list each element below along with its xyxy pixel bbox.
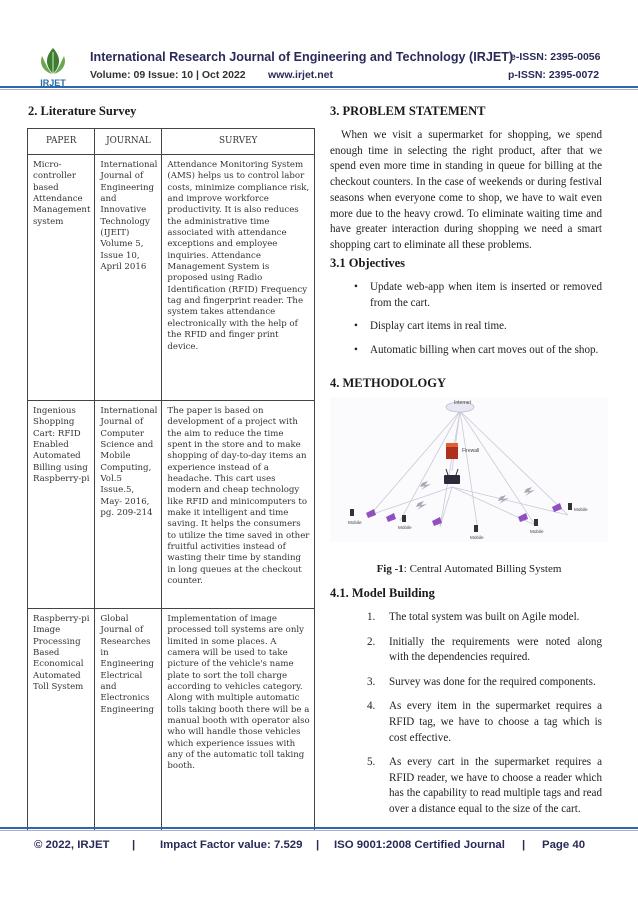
list-item: 5. As every cart in the supermarket requires a RFID reader, we have to choose a reader which has the capability to read multiple tags and read over a distance equal to the size of the cart. [367, 756, 602, 815]
list-item: 4. As every item in the supermarket requires a RFID tag, we have to choose a tag which is cost effective. [367, 700, 602, 744]
col-header-paper: PAPER [28, 129, 95, 155]
list-item: • Automatic billing when cart moves out of the shop. [332, 343, 602, 359]
table-row [28, 401, 315, 609]
footer-copyright: © 2022, IRJET [34, 839, 110, 851]
literature-heading: 2. Literature Survey [28, 104, 137, 118]
footer-separator: | [132, 839, 136, 851]
footer-impact-factor: Impact Factor value: 7.529 [160, 839, 303, 851]
footer-separator: | [316, 839, 320, 851]
table-row [28, 609, 315, 831]
firewall-label: Firewall [462, 448, 480, 454]
internet-label: Internet [454, 400, 471, 406]
objectives-heading: 3.1 Objectives [330, 256, 405, 270]
list-item: 3. Survey was done for the required components. [367, 675, 596, 688]
footer-separator: | [522, 839, 526, 851]
problem-heading: 3. PROBLEM STATEMENT [330, 104, 486, 118]
footer-iso: ISO 9001:2008 Certified Journal [334, 839, 505, 851]
col-header-journal: JOURNAL [95, 129, 162, 155]
cell-survey: Implementation of image processed toll systems are only limited in some places. A camera will be used to take picture of the vehicle's name plate to sort the toll charge according to vehicles category. Along with multiple automatic tolls taking booth there will be a manual booth with operator also who will handle those vehicles which experience issues with any of the automatic toll taking booth. [162, 609, 315, 831]
e-issn: e-ISSN: 2395-0056 [510, 51, 601, 63]
header-rule [0, 86, 638, 88]
cell-paper: Ingenious Shopping Cart: RFID Enabled Automated Billing using Raspberry-pi [28, 401, 95, 609]
list-item: • Update web-app when item is inserted or removed from the cart. [354, 281, 602, 309]
cell-survey: The paper is based on development of a project with the aim to reduce the time spent in the store and to make shopping of day-to-day items an experience instead of a headache. This cart uses modern and cheap technology like RFID and minicomputers to make it intelligent and time saving. It helps the consumers to utilize the time saved in other fruitful activities instead of wasting their time by standing in long queues at the checkout counter. [162, 401, 315, 609]
cell-survey: Attendance Monitoring System (AMS) helps us to control labor costs, minimize compliance risk, and improve workforce productivity. It is also reduces the administrative time associated with attendance exceptions and employee inquiries. Attendance Management System is proposed using Radio Identification (RFID) Frequency tag and fingerprint reader. The system takes attendance electronically with the help of the RFID and finger print device. [162, 155, 315, 401]
website-link[interactable]: www.irjet.net [268, 69, 333, 81]
methodology-heading: 4. METHODOLOGY [330, 376, 446, 390]
literature-table [27, 128, 315, 831]
bullet-icon: • [354, 320, 358, 333]
bullet-icon: • [354, 281, 358, 293]
logo-text: IRJET [40, 78, 66, 88]
list-item: • Display cart items in real time. [332, 319, 602, 335]
footer-rule-thin [0, 830, 638, 831]
cell-journal: International Journal of Engineering and Innovative Technology (IJEIT) Volume 5, Issue 10, April 2016 [95, 155, 162, 401]
header-rule-thin [0, 89, 638, 90]
journal-title: International Research Journal of Engineering and Technology (IRJET) [90, 50, 514, 64]
list-item: 1. The total system was built on Agile model. [367, 611, 580, 623]
bullet-icon: • [354, 343, 358, 356]
footer-page-number: Page 40 [542, 839, 586, 851]
cell-paper: Micro-controller based Attendance Management system [28, 155, 95, 401]
figure-number: Fig -1 [376, 563, 404, 575]
table-header-row [28, 129, 315, 155]
footer-rule [0, 827, 638, 829]
mobile-label: Mobile [348, 520, 362, 525]
figure-caption [330, 563, 608, 575]
col-header-survey: SURVEY [162, 129, 315, 155]
mobile-label: Mobile [470, 535, 484, 540]
volume-info: Volume: 09 Issue: 10 | Oct 2022 [90, 69, 246, 81]
objectives-list [332, 280, 602, 358]
mobile-label: Mobile [574, 507, 588, 512]
p-issn: p-ISSN: 2395-0072 [508, 69, 600, 81]
irjet-logo [34, 44, 72, 88]
list-item: 2. Initially the requirements were noted along with the dependencies required. [367, 635, 602, 664]
model-list [332, 610, 602, 818]
mobile-label: Mobile [530, 529, 544, 534]
model-heading: 4.1. Model Building [330, 586, 435, 600]
mobile-label: Mobile [398, 525, 412, 530]
network-diagram [330, 397, 608, 542]
cell-paper: Raspberry-pi Image Processing Based Economical Automated Toll System [28, 609, 95, 831]
problem-paragraph: When we visit a supermarket for shopping, we spend enough time in selecting the right product, after that we spend even more time in standing in queue for billing at the checkout counters. In the case of weekends or during festival seasons when everyone come to shop, we have to wait even more due to the heavy crowd. To eliminate waiting time and have greater interaction during shopping we need a smart shopping cart to eliminate all these problems. [330, 129, 602, 251]
table-row [28, 155, 315, 401]
router-icon [444, 475, 460, 484]
cell-journal: Global Journal of Researches in Engineering Electrical and Electronics Engineering [95, 609, 162, 831]
cell-journal: International Journal of Computer Science and Mobile Computing, Vol.5 Issue.5, May- 2016, pg. 209-214 [95, 401, 162, 609]
figure-caption-text: : Central Automated Billing System [403, 563, 562, 575]
